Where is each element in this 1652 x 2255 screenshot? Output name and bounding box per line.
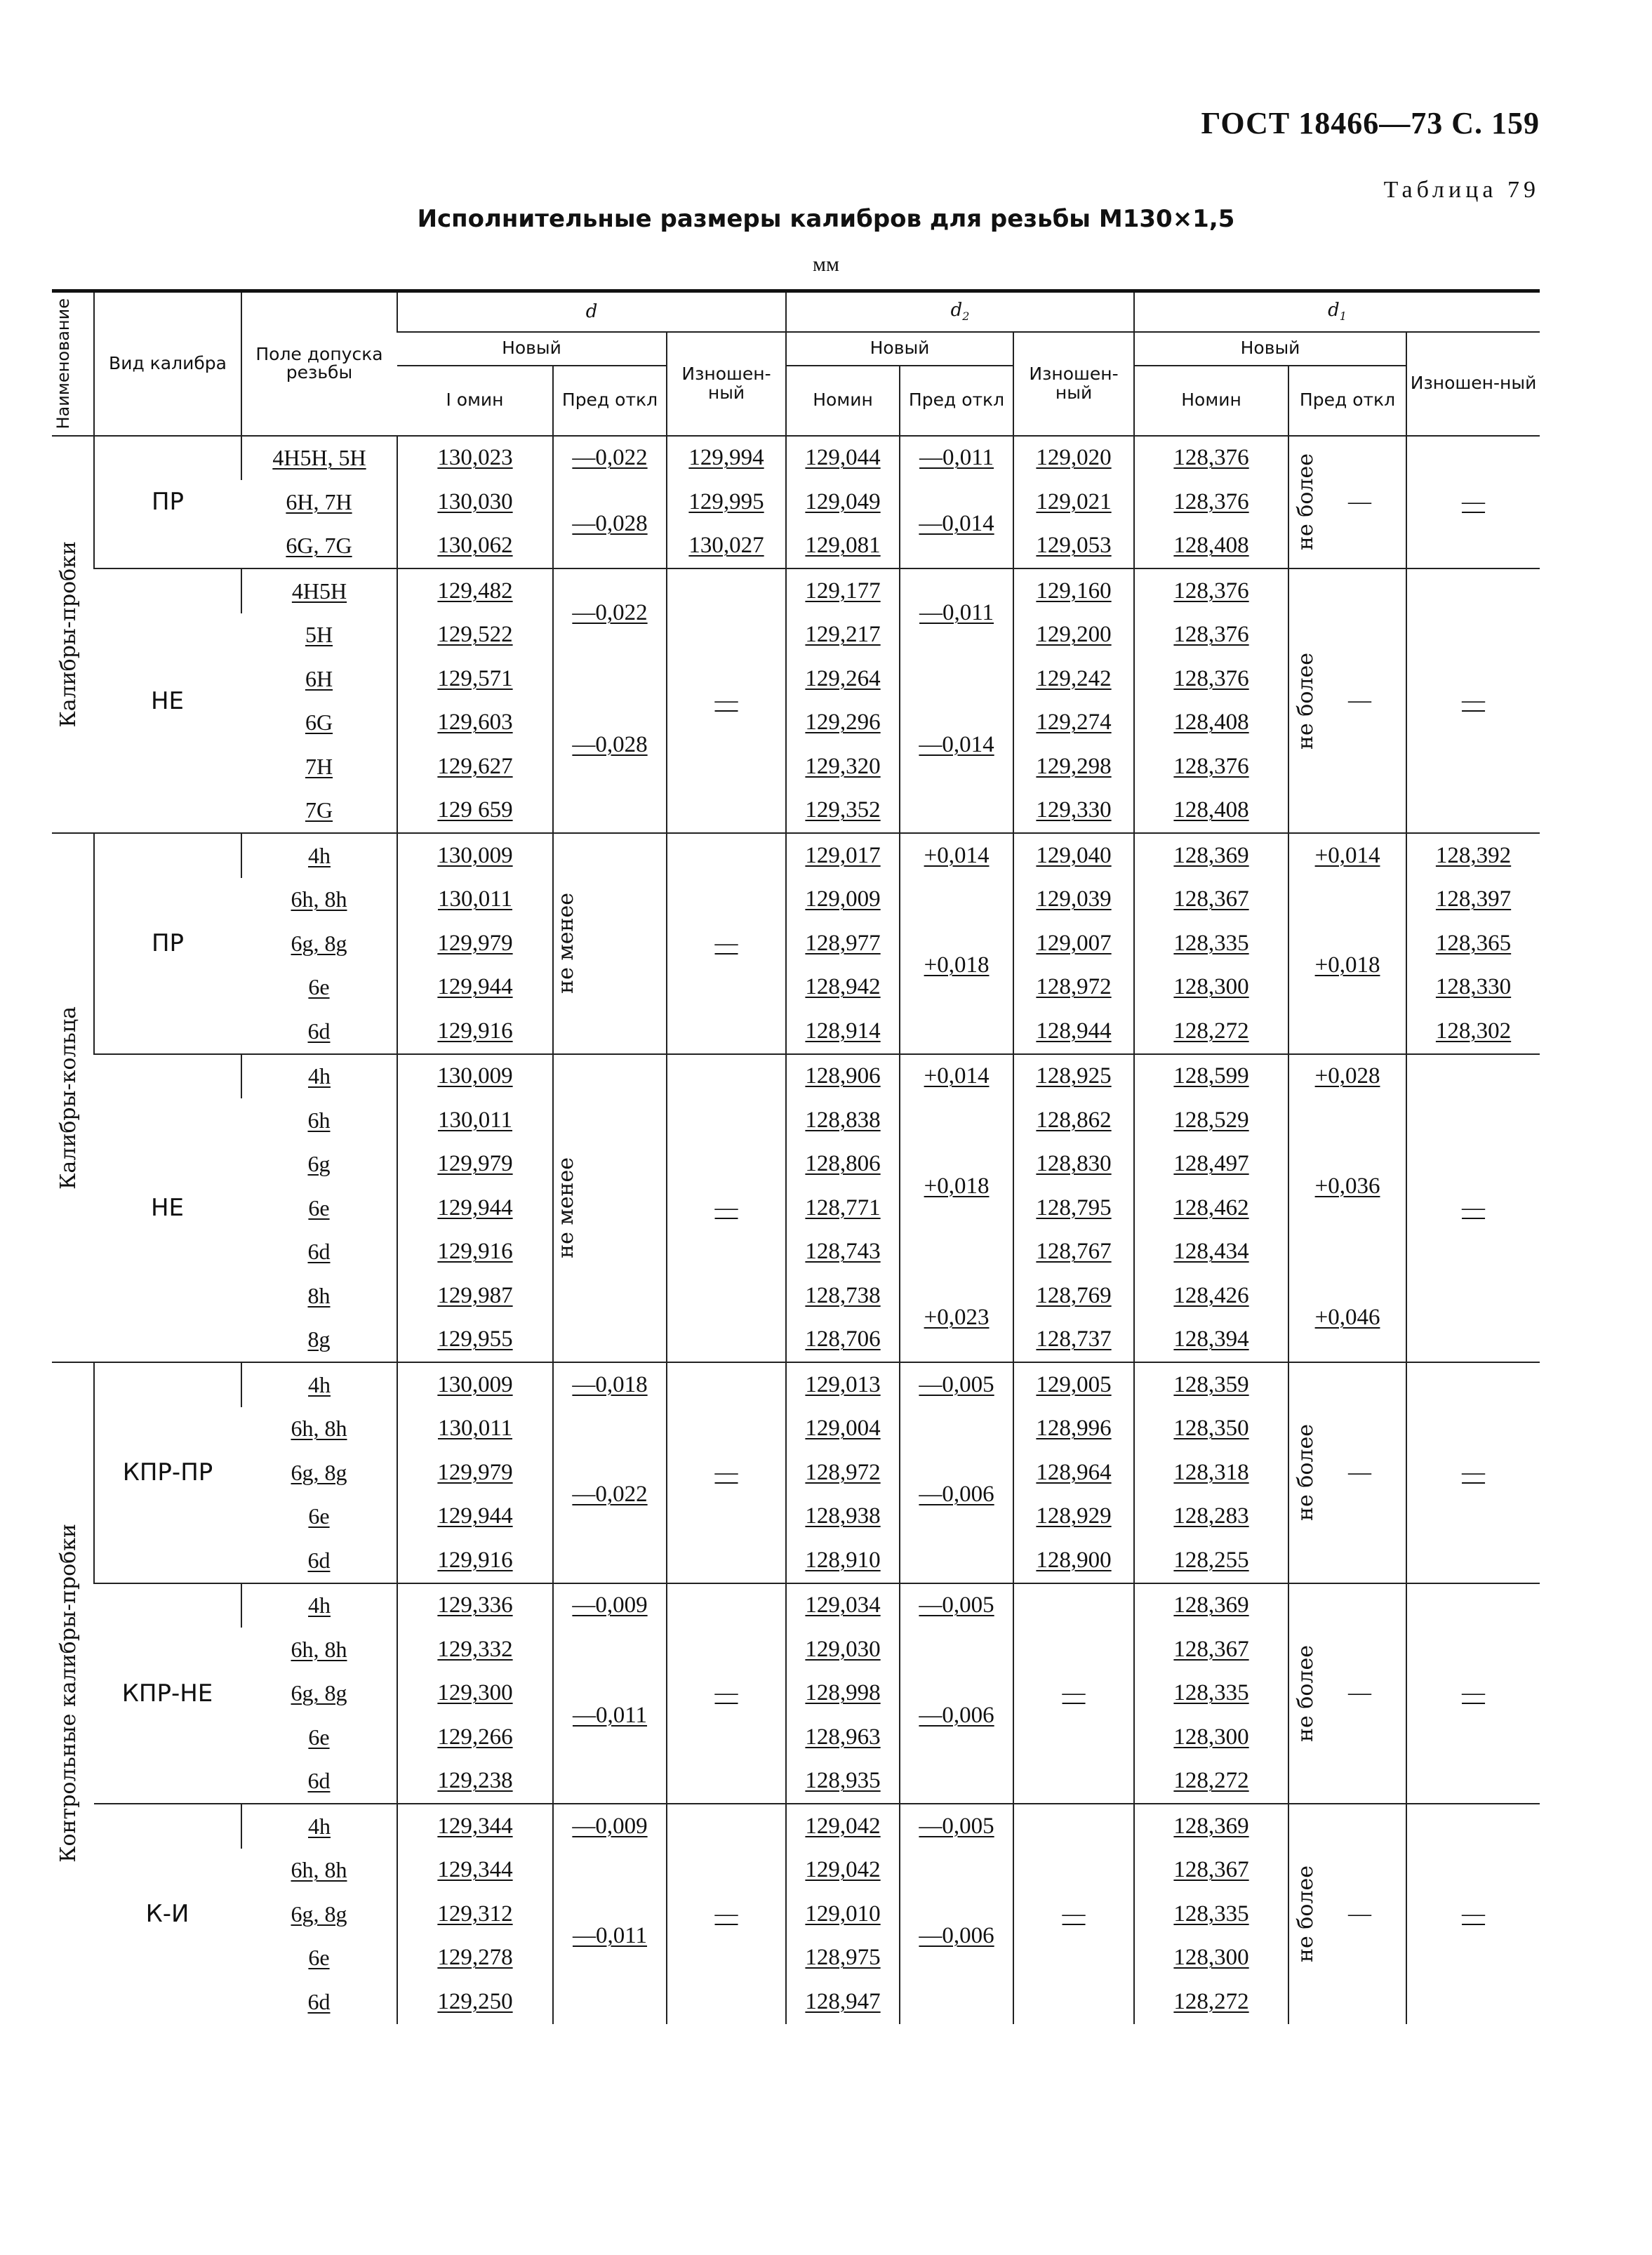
cell-d2-nom: 128,935: [786, 1760, 900, 1804]
cell-d2-worn: 129,005: [1013, 1362, 1134, 1407]
cell-d2-dev: +0,023: [900, 1274, 1013, 1362]
cell-d1-nom: 128,529: [1134, 1098, 1288, 1143]
cell-d2-nom: 128,975: [786, 1936, 900, 1981]
cell-d1-nom: 128,300: [1134, 966, 1288, 1010]
cell-d2-nom: 128,806: [786, 1143, 900, 1187]
cell-d2-worn: 129,160: [1013, 568, 1134, 613]
cell-d2-nom: 128,838: [786, 1098, 900, 1143]
cell-d1-worn: —: [1406, 1362, 1540, 1583]
cell-d-nom: 130,009: [397, 1054, 553, 1099]
col-kind-header: Вид калибра: [94, 291, 241, 436]
cell-d1-nom: 128,335: [1134, 922, 1288, 966]
cell-d-nom: 129,979: [397, 922, 553, 966]
table-row: [52, 1098, 1540, 1143]
cell-kind: НЕ: [94, 1054, 241, 1363]
not-less-note: не менее: [553, 833, 667, 1054]
cell-d-nom: 129,571: [397, 657, 553, 701]
group-name: Калибры-кольца: [52, 833, 94, 1362]
cell-d2-nom: 129,030: [786, 1628, 900, 1672]
cell-d1-dev: +0,028: [1288, 1054, 1406, 1099]
cell-d2-dev: —0,014: [900, 480, 1013, 568]
not-less-note: не менее: [553, 1054, 667, 1363]
unit-label: мм: [813, 253, 839, 276]
col-d2-header: $d_2$: [786, 291, 1134, 332]
d1-worn-header: Изношен-ный: [1406, 332, 1540, 436]
cell-d2-nom: 128,942: [786, 966, 900, 1010]
cell-kind: К-И: [94, 1804, 241, 2024]
cell-d1-nom: 128,300: [1134, 1936, 1288, 1981]
cell-d2-worn: 129,274: [1013, 701, 1134, 745]
cell-d1-nom: 128,367: [1134, 1628, 1288, 1672]
cell-d2-nom: 128,906: [786, 1054, 900, 1099]
cell-d1-worn: —: [1406, 1804, 1540, 2024]
cell-d-nom: 130,011: [397, 1407, 553, 1451]
cell-d2-worn: 128,929: [1013, 1495, 1134, 1539]
cell-field: 4H5H: [241, 568, 397, 613]
table-row: [52, 436, 1540, 481]
cell-d2-nom: 129,049: [786, 480, 900, 524]
cell-d-worn: 129,995: [667, 480, 786, 524]
cell-field: 4h: [241, 1054, 397, 1099]
d-worn-header: Изношен-ный: [667, 332, 786, 436]
cell-d1-nom: 128,394: [1134, 1318, 1288, 1363]
cell-d1-worn: —: [1406, 436, 1540, 569]
cell-d-nom: 129,312: [397, 1892, 553, 1936]
cell-d-dev: —0,011: [553, 1849, 667, 2024]
cell-field: 6g, 8g: [291, 1901, 347, 1927]
cell-kind: НЕ: [94, 568, 241, 833]
cell-d2-dev: —0,011: [900, 436, 1013, 481]
cell-field: 6d: [307, 1239, 331, 1265]
col-name-header: Наименование: [52, 291, 94, 436]
not-more-note: не более —: [1288, 436, 1406, 569]
cell-d2-nom: 129,004: [786, 1407, 900, 1451]
cell-d1-dev: +0,018: [1288, 878, 1406, 1054]
cell-field: 6h: [307, 1107, 331, 1133]
cell-field: 6d: [307, 1988, 331, 2014]
cell-field: 6H: [305, 665, 333, 691]
cell-d-dev: —0,028: [553, 657, 667, 833]
table-row: [52, 1804, 1540, 1849]
cell-d1-nom: 128,272: [1134, 1980, 1288, 2024]
cell-field: 6h, 8h: [291, 1416, 347, 1442]
cell-d2-worn: 128,862: [1013, 1098, 1134, 1143]
cell-d2-worn: 129,330: [1013, 789, 1134, 834]
table-body: [52, 436, 1540, 2024]
cell-d2-dev: —0,005: [900, 1583, 1013, 1628]
d-new-header: Новый: [397, 332, 667, 366]
table-row: [52, 878, 1540, 922]
cell-d-nom: 129,250: [397, 1980, 553, 2024]
cell-field: 4h: [241, 1804, 397, 1849]
cell-field: 6h, 8h: [291, 886, 347, 912]
cell-d2-worn: —: [1013, 1804, 1134, 2024]
cell-d2-worn: 128,769: [1013, 1274, 1134, 1318]
dimensions-table: [52, 289, 1540, 2024]
table-row: [52, 833, 1540, 878]
cell-field: 4h: [241, 833, 397, 878]
cell-d-nom: 130,009: [397, 1362, 553, 1407]
cell-d-nom: 129,332: [397, 1628, 553, 1672]
cell-d2-worn: 129,298: [1013, 745, 1134, 789]
cell-field: 6g: [307, 1151, 331, 1177]
cell-field: 6h, 8h: [291, 1636, 347, 1662]
cell-d-worn: —: [667, 1362, 786, 1583]
cell-d-nom: 129,987: [397, 1274, 553, 1318]
cell-d2-nom: 128,938: [786, 1495, 900, 1539]
cell-d-nom: 130,062: [397, 524, 553, 569]
cell-d2-worn: 128,737: [1013, 1318, 1134, 1363]
cell-d-nom: 130,030: [397, 480, 553, 524]
cell-d2-dev: —0,006: [900, 1407, 1013, 1583]
cell-d2-dev: —0,005: [900, 1362, 1013, 1407]
cell-d2-nom: 128,914: [786, 1009, 900, 1054]
cell-d-nom: 129,944: [397, 966, 553, 1010]
cell-d2-dev: +0,018: [900, 878, 1013, 1054]
cell-d1-worn: 128,365: [1406, 922, 1540, 966]
cell-d1-nom: 128,318: [1134, 1451, 1288, 1495]
cell-d2-nom: 129,264: [786, 657, 900, 701]
cell-kind: ПР: [94, 833, 241, 1054]
cell-d-dev: —0,028: [553, 480, 667, 568]
cell-d-nom: 130,011: [397, 878, 553, 922]
cell-d2-nom: 128,947: [786, 1980, 900, 2024]
cell-field: 6e: [308, 1945, 330, 1971]
table-row: [52, 1362, 1540, 1407]
cell-d-nom: 129,916: [397, 1009, 553, 1054]
cell-d1-nom: 128,272: [1134, 1009, 1288, 1054]
cell-d1-nom: 128,283: [1134, 1495, 1288, 1539]
cell-d2-nom: 129,034: [786, 1583, 900, 1628]
not-more-note: не более —: [1288, 1362, 1406, 1583]
cell-d1-nom: 128,408: [1134, 789, 1288, 834]
cell-d1-nom: 128,434: [1134, 1230, 1288, 1275]
cell-d2-nom: 129,044: [786, 436, 900, 481]
cell-d2-worn: 128,944: [1013, 1009, 1134, 1054]
cell-d-nom: 129,603: [397, 701, 553, 745]
cell-d1-nom: 128,367: [1134, 878, 1288, 922]
cell-field: 6d: [307, 1768, 331, 1794]
cell-d-nom: 129,278: [397, 1936, 553, 1981]
cell-d1-nom: 128,367: [1134, 1849, 1288, 1893]
cell-field: 6H, 7H: [286, 488, 352, 514]
cell-d1-dev: +0,036: [1288, 1098, 1406, 1274]
cell-d1-dev: +0,014: [1288, 833, 1406, 878]
cell-d2-nom: 128,910: [786, 1538, 900, 1583]
d1-nom-header: Номин: [1134, 366, 1288, 436]
cell-d2-nom: 129,010: [786, 1892, 900, 1936]
group-name: Калибры-пробки: [56, 540, 81, 728]
cell-d1-nom: 128,376: [1134, 436, 1288, 481]
cell-d2-worn: 129,020: [1013, 436, 1134, 481]
cell-d-nom: 129,344: [397, 1804, 553, 1849]
cell-d1-nom: 128,376: [1134, 745, 1288, 789]
cell-d1-nom: 128,300: [1134, 1715, 1288, 1760]
cell-d2-nom: 129,217: [786, 613, 900, 658]
cell-field: 6g, 8g: [291, 1680, 347, 1706]
cell-d-worn: —: [667, 833, 786, 1054]
d2-dev-header: Пред откл: [900, 366, 1013, 436]
cell-field: 6d: [307, 1547, 331, 1573]
cell-d2-worn: 129,007: [1013, 922, 1134, 966]
cell-d2-worn: 128,972: [1013, 966, 1134, 1010]
cell-d1-worn: —: [1406, 1054, 1540, 1363]
d1-dev-header: Пред откл: [1288, 366, 1406, 436]
cell-d1-worn: 128,392: [1406, 833, 1540, 878]
cell-d1-nom: 128,497: [1134, 1143, 1288, 1187]
cell-field: 6h, 8h: [291, 1857, 347, 1883]
cell-d2-worn: —: [1013, 1583, 1134, 1804]
group-name: Контрольные калибры-пробки: [52, 1362, 94, 2024]
cell-field: 6e: [308, 1503, 330, 1529]
cell-d-dev: —0,011: [553, 1628, 667, 1804]
cell-d1-dev: +0,046: [1288, 1274, 1406, 1362]
cell-field: 6d: [307, 1018, 331, 1044]
cell-d-nom: 129 659: [397, 789, 553, 834]
cell-d-dev: —0,022: [553, 568, 667, 657]
cell-d-dev: —0,022: [553, 1407, 667, 1583]
table-row: [52, 568, 1540, 613]
cell-kind: ПР: [94, 436, 241, 569]
cell-field: 6g, 8g: [291, 930, 347, 956]
cell-field: 4h: [241, 1362, 397, 1407]
cell-d2-nom: 129,042: [786, 1804, 900, 1849]
cell-d2-nom: 129,320: [786, 745, 900, 789]
cell-d1-nom: 128,359: [1134, 1362, 1288, 1407]
cell-d1-worn: 128,397: [1406, 878, 1540, 922]
col-d1-header: $d_1$: [1134, 291, 1540, 332]
cell-d-nom: 129,238: [397, 1760, 553, 1804]
cell-d2-worn: 128,964: [1013, 1451, 1134, 1495]
cell-d2-nom: 129,009: [786, 878, 900, 922]
cell-d-nom: 129,522: [397, 613, 553, 658]
cell-d-worn: —: [667, 1054, 786, 1363]
cell-d2-worn: 129,053: [1013, 524, 1134, 569]
cell-d1-nom: 128,408: [1134, 524, 1288, 569]
cell-d2-nom: 128,743: [786, 1230, 900, 1275]
cell-d-nom: 129,944: [397, 1186, 553, 1230]
cell-d1-nom: 128,369: [1134, 833, 1288, 878]
cell-d2-dev: —0,006: [900, 1849, 1013, 2024]
cell-d-worn: 129,994: [667, 436, 786, 481]
cell-d-nom: 129,916: [397, 1230, 553, 1275]
cell-field: 6g, 8g: [291, 1459, 347, 1485]
cell-d2-nom: 128,977: [786, 922, 900, 966]
cell-d1-nom: 128,462: [1134, 1186, 1288, 1230]
cell-field: 6e: [308, 974, 330, 1000]
cell-d2-worn: 128,767: [1013, 1230, 1134, 1275]
cell-d-nom: 129,944: [397, 1495, 553, 1539]
cell-d2-nom: 129,017: [786, 833, 900, 878]
cell-d-dev: —0,018: [553, 1362, 667, 1407]
cell-d1-nom: 128,599: [1134, 1054, 1288, 1099]
cell-d2-nom: 129,042: [786, 1849, 900, 1893]
cell-d2-nom: 129,081: [786, 524, 900, 569]
cell-d2-worn: 129,021: [1013, 480, 1134, 524]
cell-kind: КПР-НЕ: [94, 1583, 241, 1804]
table-number: Таблица 79: [1383, 177, 1540, 203]
cell-d1-worn: 128,330: [1406, 966, 1540, 1010]
cell-d2-dev: +0,014: [900, 1054, 1013, 1099]
cell-d-worn: —: [667, 568, 786, 833]
cell-d2-nom: 129,296: [786, 701, 900, 745]
cell-d1-nom: 128,426: [1134, 1274, 1288, 1318]
cell-field: 7G: [305, 797, 333, 823]
cell-field: 4h: [241, 1583, 397, 1628]
d2-nom-header: Номин: [786, 366, 900, 436]
cell-d1-nom: 128,272: [1134, 1760, 1288, 1804]
cell-d2-worn: 129,242: [1013, 657, 1134, 701]
cell-d1-nom: 128,376: [1134, 480, 1288, 524]
cell-d1-worn: —: [1406, 1583, 1540, 1804]
cell-d2-nom: 128,706: [786, 1318, 900, 1363]
cell-d1-nom: 128,408: [1134, 701, 1288, 745]
cell-d1-worn: —: [1406, 568, 1540, 833]
cell-d2-worn: 128,900: [1013, 1538, 1134, 1583]
cell-d1-worn: 128,302: [1406, 1009, 1540, 1054]
cell-d1-nom: 128,369: [1134, 1583, 1288, 1628]
not-more-note: не более —: [1288, 568, 1406, 833]
cell-d2-nom: 129,013: [786, 1362, 900, 1407]
cell-d-nom: 129,266: [397, 1715, 553, 1760]
cell-d2-nom: 128,738: [786, 1274, 900, 1318]
cell-d-nom: 129,482: [397, 568, 553, 613]
col-d-header: d: [397, 291, 786, 332]
cell-d2-worn: 129,200: [1013, 613, 1134, 658]
cell-field: 6G, 7G: [286, 533, 352, 559]
cell-d2-dev: —0,005: [900, 1804, 1013, 1849]
d1-new-header: Новый: [1134, 332, 1406, 366]
table-row: [52, 1583, 1540, 1628]
not-more-note: не более —: [1288, 1583, 1406, 1804]
cell-field: 8h: [307, 1282, 331, 1308]
cell-d2-dev: —0,006: [900, 1628, 1013, 1804]
d2-worn-header: Изношен-ный: [1013, 332, 1134, 436]
cell-d-worn: 130,027: [667, 524, 786, 569]
cell-d2-dev: —0,011: [900, 568, 1013, 657]
cell-d-dev: —0,009: [553, 1804, 667, 1849]
page-header-gost: ГОСТ 18466—73 С. 159: [1201, 106, 1540, 140]
cell-d2-nom: 128,972: [786, 1451, 900, 1495]
cell-d1-nom: 128,255: [1134, 1538, 1288, 1583]
cell-d1-nom: 128,376: [1134, 568, 1288, 613]
col-field-header: Поле допуска резьбы: [241, 291, 397, 436]
cell-d2-worn: 129,040: [1013, 833, 1134, 878]
cell-d-nom: 129,979: [397, 1143, 553, 1187]
cell-d2-worn: 128,925: [1013, 1054, 1134, 1099]
cell-d2-worn: 129,039: [1013, 878, 1134, 922]
cell-kind: КПР-ПР: [94, 1362, 241, 1583]
cell-d2-dev: +0,018: [900, 1098, 1013, 1274]
cell-d1-nom: 128,376: [1134, 613, 1288, 658]
cell-d2-nom: 129,177: [786, 568, 900, 613]
cell-d-nom: 129,300: [397, 1672, 553, 1716]
d-dev-header: Пред откл: [553, 366, 667, 436]
cell-d-worn: —: [667, 1583, 786, 1804]
cell-d-dev: —0,022: [553, 436, 667, 481]
cell-d-dev: —0,009: [553, 1583, 667, 1628]
cell-d-worn: —: [667, 1804, 786, 2024]
cell-d-nom: 130,011: [397, 1098, 553, 1143]
cell-d1-nom: 128,335: [1134, 1672, 1288, 1716]
not-more-note: не более —: [1288, 1804, 1406, 2024]
cell-d-nom: 129,627: [397, 745, 553, 789]
cell-d1-nom: 128,335: [1134, 1892, 1288, 1936]
table-title: Исполнительные размеры калибров для резьбы M130×1,5: [417, 205, 1235, 233]
cell-d-nom: 129,979: [397, 1451, 553, 1495]
cell-d2-worn: 128,795: [1013, 1186, 1134, 1230]
cell-d2-nom: 128,998: [786, 1672, 900, 1716]
cell-d2-nom: 128,963: [786, 1715, 900, 1760]
cell-d-nom: 129,955: [397, 1318, 553, 1363]
cell-d2-dev: +0,014: [900, 833, 1013, 878]
cell-d-nom: 129,916: [397, 1538, 553, 1583]
cell-d1-nom: 128,350: [1134, 1407, 1288, 1451]
d2-new-header: Новый: [786, 332, 1013, 366]
cell-d-nom: 129,344: [397, 1849, 553, 1893]
cell-d-nom: 129,336: [397, 1583, 553, 1628]
table-row: [52, 1274, 1540, 1318]
table-row: [52, 1054, 1540, 1099]
cell-d2-worn: 128,996: [1013, 1407, 1134, 1451]
cell-d-nom: 130,009: [397, 833, 553, 878]
cell-d2-nom: 129,352: [786, 789, 900, 834]
cell-field: 5H: [305, 622, 333, 648]
cell-field: 6e: [308, 1724, 330, 1750]
cell-d-nom: 130,023: [397, 436, 553, 481]
cell-d2-nom: 128,771: [786, 1186, 900, 1230]
cell-d1-nom: 128,376: [1134, 657, 1288, 701]
cell-field: 6G: [305, 710, 333, 736]
cell-d2-worn: 128,830: [1013, 1143, 1134, 1187]
cell-d2-dev: —0,014: [900, 657, 1013, 833]
cell-d1-nom: 128,369: [1134, 1804, 1288, 1849]
cell-field: 8g: [307, 1326, 331, 1352]
cell-field: 7H: [305, 753, 333, 779]
cell-field: 4H5H, 5H: [241, 436, 397, 481]
d-nom-header: I омин: [397, 366, 553, 436]
cell-field: 6e: [308, 1195, 330, 1220]
